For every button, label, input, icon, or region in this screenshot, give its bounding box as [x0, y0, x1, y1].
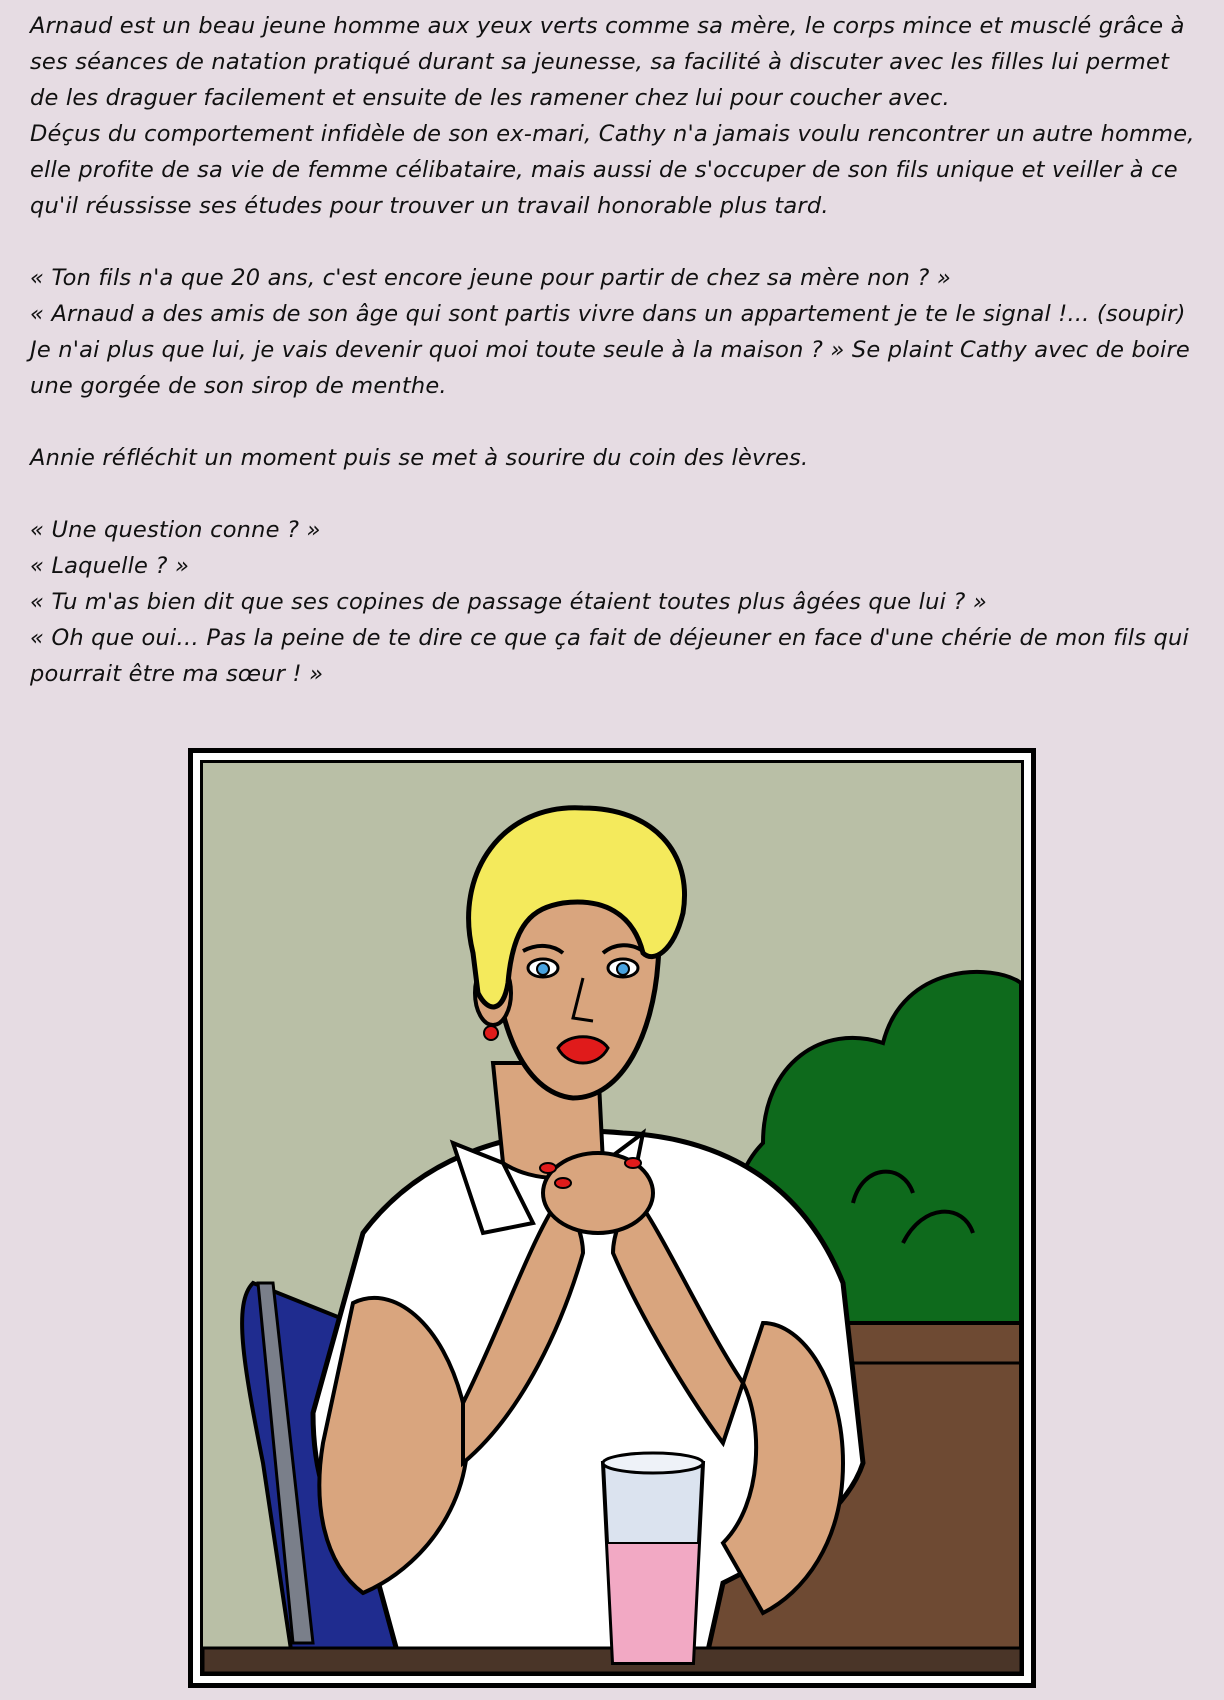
paragraph-cathy: Déçus du comportement infidèle de son ex-mari, Cathy n'a jamais voulu rencontrer un autre homme, elle profite de sa vie de femme célibataire, mais aussi de s'occuper de son fils unique et veiller à ce qu'il réussisse ses études pour trouver un travail honorable plus tard. — [30, 121, 1195, 219]
dialogue-line: « Une question conne ? » — [30, 517, 321, 543]
dialogue-line: « Oh que oui… Pas la peine de te dire ce que ça fait de déjeuner en face d'une chérie de mon fils qui pourrait être ma sœur ! » — [30, 625, 1189, 687]
paragraph-arnaud: Arnaud est un beau jeune homme aux yeux verts comme sa mère, le corps mince et musclé grâce à ses séances de natation pratiqué durant sa jeunesse, sa facilité à discuter avec les filles lui permet de les draguer facilement et ensuite de les ramener chez lui pour coucher avec. — [30, 13, 1185, 111]
dialogue-line: « Arnaud a des amis de son âge qui sont partis vivre dans un appartement je te le signal !... (soupir) Je n'ai plus que lui, je vais devenir quoi moi toute seule à la maison ? » Se plaint Cathy avec de boire une gorgée de son sirop de menthe. — [30, 301, 1190, 399]
story-text — [30, 8, 1200, 692]
narration-line: Annie réfléchit un moment puis se met à sourire du coin des lèvres. — [30, 445, 809, 471]
dialogue-line: « Laquelle ? » — [30, 553, 190, 579]
comic-panel — [188, 748, 1036, 1688]
panel-border — [193, 753, 1031, 1683]
woman-at-table-illustration — [203, 763, 1021, 1673]
dialogue-line: « Tu m'as bien dit que ses copines de passage étaient toutes plus âgées que lui ? » — [30, 589, 987, 615]
panel-illustration — [200, 760, 1024, 1676]
dialogue-line: « Ton fils n'a que 20 ans, c'est encore jeune pour partir de chez sa mère non ? » — [30, 265, 951, 291]
